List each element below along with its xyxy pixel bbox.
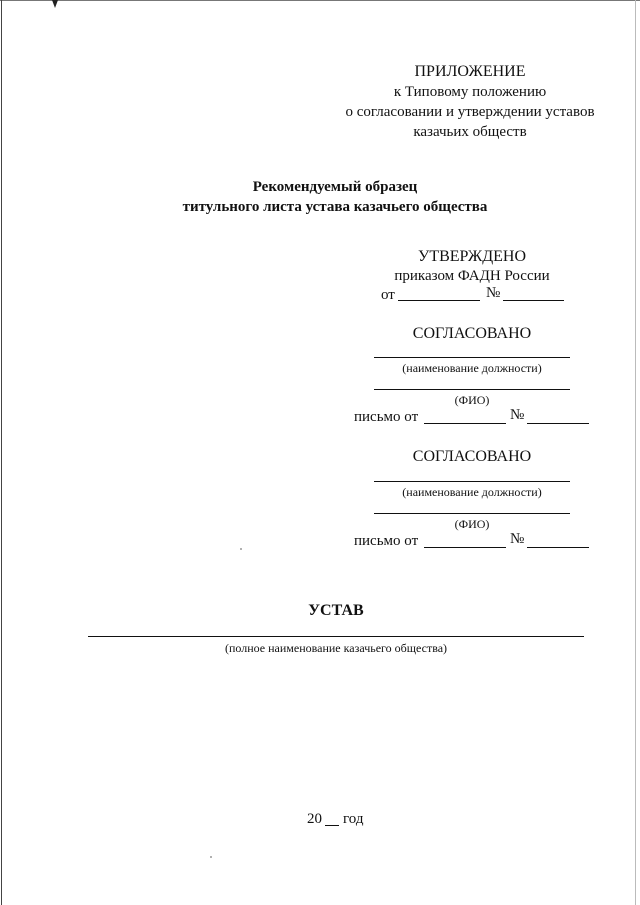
sample-heading-line-2: титульного листа устава казачьего общества [182,199,488,215]
year-prefix: 20 [307,811,322,827]
year-suffix: год [343,811,364,827]
approved-number-line [503,300,564,301]
agreed-2-title: СОГЛАСОВАНО [412,448,532,465]
agreed-2-name-line [374,513,570,514]
page-left-edge [1,0,2,905]
scan-speck [210,856,212,858]
agreed-1-position-line [374,357,570,358]
agreed-1-number-label: № [510,407,525,423]
agreed-1-position-caption: (наименование должности) [402,361,542,375]
scan-mark-icon [52,0,58,8]
page-top-edge [0,0,640,1]
agreed-2-number-label: № [510,531,525,547]
agreed-1-name-caption: (ФИО) [454,393,490,407]
agreed-1-letter-date-line [424,423,506,424]
appendix-title: ПРИЛОЖЕНИЕ [414,63,526,80]
approved-date-line [398,300,480,301]
year-blank-line [325,825,339,826]
agreed-1-letter-label: письмо от [354,409,419,425]
agreed-2-position-line [374,481,570,482]
charter-name-caption: (полное наименование казачьего общества) [224,641,448,655]
appendix-line-1: к Типовому положению [393,84,547,100]
agreed-1-name-line [374,389,570,390]
agreed-2-letter-date-line [424,547,506,548]
charter-name-line [88,636,584,637]
charter-title: УСТАВ [308,602,364,619]
appendix-line-3: казачьих обществ [413,124,527,140]
sample-heading-line-1: Рекомендуемый образец [252,179,418,195]
approved-number-label: № [486,285,501,301]
approved-title: УТВЕРЖДЕНО [417,248,527,265]
agreed-2-position-caption: (наименование должности) [402,485,542,499]
agreed-2-letter-label: письмо от [354,533,419,549]
agreed-2-number-line [527,547,589,548]
page-right-edge [635,0,636,905]
appendix-line-2: о согласовании и утверждении уставов [345,104,595,120]
scan-speck [240,548,242,550]
approved-from-label: от [381,287,395,303]
agreed-1-title: СОГЛАСОВАНО [412,325,532,342]
agreed-1-number-line [527,423,589,424]
approved-order: приказом ФАДН России [394,268,550,284]
agreed-2-name-caption: (ФИО) [454,517,490,531]
